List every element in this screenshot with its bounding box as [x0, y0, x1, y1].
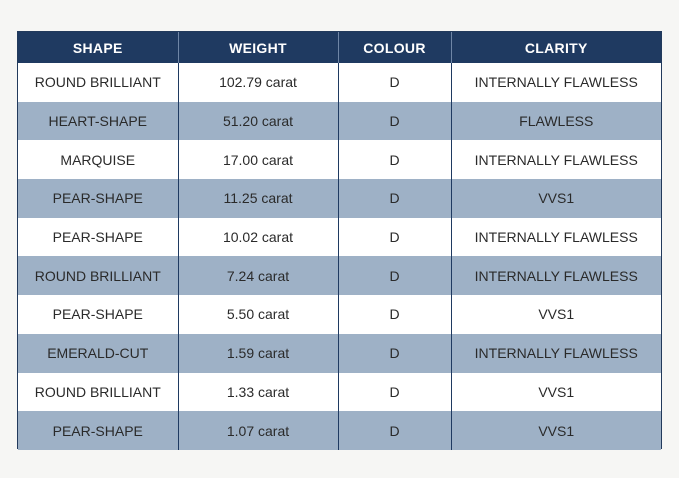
table-row — [18, 411, 661, 450]
cell-weight: 1.33 carat — [178, 373, 338, 412]
header-shape: SHAPE — [18, 32, 178, 63]
cell-colour: D — [338, 411, 451, 450]
cell-clarity: INTERNALLY FLAWLESS — [474, 151, 638, 168]
cell-clarity: INTERNALLY FLAWLESS — [474, 74, 638, 91]
table-row — [18, 256, 661, 295]
cell-shape: HEART-SHAPE — [18, 102, 178, 141]
cell-weight: 1.07 carat — [178, 411, 338, 450]
table-row — [18, 218, 661, 257]
cell-colour: D — [338, 179, 451, 218]
cell-colour: D — [338, 63, 451, 102]
header-weight: WEIGHT — [178, 32, 338, 63]
cell-colour: D — [338, 373, 451, 412]
header-clarity: CLARITY — [524, 39, 588, 56]
cell-clarity: VVS1 — [538, 383, 575, 400]
cell-colour: D — [338, 256, 451, 295]
cell-weight: 5.50 carat — [178, 295, 338, 334]
diamond-table — [18, 32, 661, 450]
cell-colour: D — [338, 295, 451, 334]
cell-shape: ROUND BRILLIANT — [18, 373, 178, 412]
cell-weight: 10.02 carat — [178, 218, 338, 257]
cell-weight: 11.25 carat — [178, 179, 338, 218]
table-row — [18, 373, 661, 412]
table-row — [18, 295, 661, 334]
header-colour: COLOUR — [338, 32, 451, 63]
cell-weight: 51.20 carat — [178, 102, 338, 141]
table-row — [18, 63, 661, 102]
cell-colour: D — [338, 102, 451, 141]
cell-colour: D — [338, 334, 451, 373]
table-row — [18, 179, 661, 218]
table-row — [18, 102, 661, 141]
cell-clarity: INTERNALLY FLAWLESS — [474, 345, 638, 362]
cell-shape: PEAR-SHAPE — [18, 411, 178, 450]
diamond-table-container — [17, 31, 662, 449]
cell-clarity: VVS1 — [538, 190, 575, 207]
cell-weight: 1.59 carat — [178, 334, 338, 373]
table-header — [18, 32, 661, 63]
cell-colour: D — [338, 140, 451, 179]
header-row — [18, 32, 661, 63]
cell-clarity: FLAWLESS — [519, 113, 594, 130]
cell-weight: 7.24 carat — [178, 256, 338, 295]
cell-shape: ROUND BRILLIANT — [18, 63, 178, 102]
cell-shape: EMERALD-CUT — [18, 334, 178, 373]
cell-weight: 102.79 carat — [178, 63, 338, 102]
cell-clarity: INTERNALLY FLAWLESS — [474, 229, 638, 246]
cell-shape: PEAR-SHAPE — [18, 179, 178, 218]
table-row — [18, 140, 661, 179]
cell-weight: 17.00 carat — [178, 140, 338, 179]
cell-clarity: INTERNALLY FLAWLESS — [474, 267, 638, 284]
cell-shape: MARQUISE — [18, 140, 178, 179]
cell-clarity: VVS1 — [538, 422, 575, 439]
table-row — [18, 334, 661, 373]
cell-shape: PEAR-SHAPE — [18, 218, 178, 257]
cell-shape: PEAR-SHAPE — [18, 295, 178, 334]
cell-clarity: VVS1 — [538, 306, 575, 323]
table-body — [18, 63, 661, 450]
cell-shape: ROUND BRILLIANT — [18, 256, 178, 295]
cell-colour: D — [338, 218, 451, 257]
